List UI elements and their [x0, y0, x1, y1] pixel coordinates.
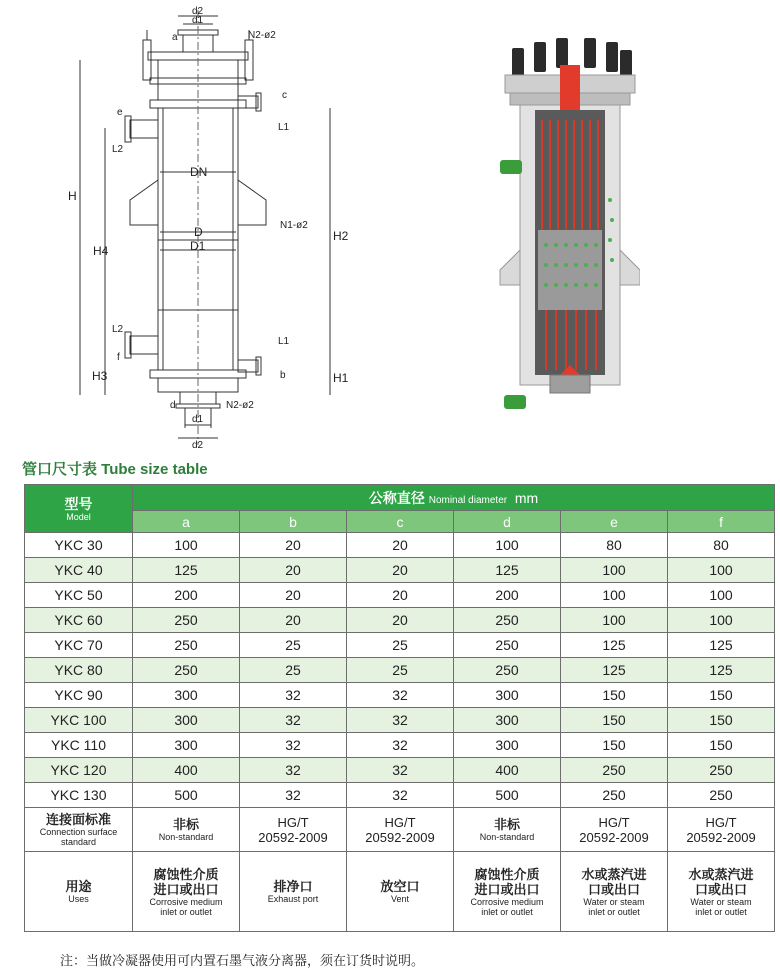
col-header-a: a — [133, 511, 240, 533]
value-cell: 250 — [133, 608, 240, 633]
dim-d1-bot: d1 — [192, 414, 204, 425]
model-cell: YKC 80 — [25, 658, 133, 683]
value-cell: 32 — [240, 683, 347, 708]
dim-a: a — [172, 32, 178, 43]
value-cell: 250 — [561, 758, 668, 783]
model-cell: YKC 30 — [25, 533, 133, 558]
model-cell: YKC 130 — [25, 783, 133, 808]
value-cell: 250 — [668, 758, 775, 783]
value-cell: 32 — [347, 708, 454, 733]
dim-h4: H4 — [93, 244, 109, 258]
model-header: 型号 Model — [25, 485, 133, 533]
model-cell: YKC 100 — [25, 708, 133, 733]
value-cell: 400 — [133, 758, 240, 783]
value-cell: 20 — [240, 608, 347, 633]
value-cell: 25 — [240, 633, 347, 658]
model-cell: YKC 120 — [25, 758, 133, 783]
model-cell: YKC 60 — [25, 608, 133, 633]
dim-d-bot: d — [170, 400, 176, 411]
value-cell: 100 — [454, 533, 561, 558]
dim-f: f — [117, 352, 120, 363]
value-cell: 100 — [561, 583, 668, 608]
dim-d1-top: d1 — [192, 15, 204, 26]
value-cell: 250 — [561, 783, 668, 808]
use-cell: 腐蚀性介质 进口或出口 Corrosive medium inlet or outlet — [454, 852, 561, 932]
model-cell: YKC 110 — [25, 733, 133, 758]
value-cell: 25 — [240, 658, 347, 683]
table-row — [25, 558, 775, 583]
use-row — [25, 852, 775, 932]
dim-dn: DN — [190, 165, 208, 179]
use-cell: 水或蒸汽进 口或出口 Water or steam inlet or outlet — [668, 852, 775, 932]
col-header-d: d — [454, 511, 561, 533]
value-cell: 32 — [347, 758, 454, 783]
value-cell: 200 — [454, 583, 561, 608]
value-cell: 20 — [240, 558, 347, 583]
dim-l1-top: L1 — [278, 122, 290, 133]
value-cell: 125 — [668, 633, 775, 658]
value-cell: 250 — [454, 608, 561, 633]
dim-l2-bot: L2 — [112, 324, 124, 335]
product-render — [490, 20, 640, 420]
standard-cell: HG/T 20592-2009 — [240, 808, 347, 852]
standard-cell: 非标 Non-standard — [133, 808, 240, 852]
table-row — [25, 633, 775, 658]
model-cell: YKC 40 — [25, 558, 133, 583]
value-cell: 100 — [668, 583, 775, 608]
value-cell: 300 — [454, 708, 561, 733]
table-row — [25, 683, 775, 708]
value-cell: 125 — [454, 558, 561, 583]
value-cell: 250 — [454, 633, 561, 658]
value-cell: 250 — [668, 783, 775, 808]
value-cell: 80 — [668, 533, 775, 558]
dim-d1-center: D1 — [190, 239, 206, 253]
value-cell: 250 — [133, 658, 240, 683]
value-cell: 80 — [561, 533, 668, 558]
value-cell: 100 — [668, 558, 775, 583]
table-row — [25, 733, 775, 758]
value-cell: 20 — [240, 583, 347, 608]
value-cell: 300 — [454, 683, 561, 708]
table-row — [25, 608, 775, 633]
dim-h: H — [68, 189, 77, 203]
dim-l2-top: L2 — [112, 144, 124, 155]
model-cell: YKC 90 — [25, 683, 133, 708]
dim-n2-bot: N2-ø2 — [226, 400, 254, 411]
value-cell: 100 — [668, 608, 775, 633]
standard-cell: HG/T 20592-2009 — [347, 808, 454, 852]
value-cell: 20 — [347, 583, 454, 608]
value-cell: 250 — [133, 633, 240, 658]
standard-label: 连接面标准 Connection surface standard — [25, 808, 133, 852]
value-cell: 20 — [347, 533, 454, 558]
value-cell: 300 — [133, 733, 240, 758]
dim-e: e — [117, 107, 123, 118]
value-cell: 300 — [454, 733, 561, 758]
value-cell: 20 — [347, 558, 454, 583]
value-cell: 32 — [347, 683, 454, 708]
table-row — [25, 533, 775, 558]
value-cell: 25 — [347, 658, 454, 683]
value-cell: 100 — [561, 608, 668, 633]
table-row — [25, 758, 775, 783]
value-cell: 25 — [347, 633, 454, 658]
col-header-b: b — [240, 511, 347, 533]
table-row — [25, 783, 775, 808]
dim-n2-top: N2-ø2 — [248, 30, 276, 41]
use-cell: 水或蒸汽进 口或出口 Water or steam inlet or outlet — [561, 852, 668, 932]
use-label: 用途 Uses — [25, 852, 133, 932]
value-cell: 200 — [133, 583, 240, 608]
value-cell: 250 — [454, 658, 561, 683]
value-cell: 32 — [240, 733, 347, 758]
dim-d2-top: d2 — [192, 6, 204, 17]
value-cell: 150 — [668, 733, 775, 758]
value-cell: 125 — [133, 558, 240, 583]
table-row — [25, 708, 775, 733]
dim-l1-bot: L1 — [278, 336, 290, 347]
dim-h1: H1 — [333, 371, 349, 385]
footnote: 注：当做冷凝器使用可内置石墨气液分离器，须在订货时说明。 — [60, 953, 425, 968]
col-header-f: f — [668, 511, 775, 533]
table-row — [25, 583, 775, 608]
col-header-e: e — [561, 511, 668, 533]
dim-d: D — [194, 225, 203, 239]
value-cell: 150 — [668, 708, 775, 733]
value-cell: 20 — [240, 533, 347, 558]
value-cell: 150 — [561, 708, 668, 733]
value-cell: 300 — [133, 708, 240, 733]
value-cell: 100 — [561, 558, 668, 583]
value-cell: 300 — [133, 683, 240, 708]
value-cell: 32 — [347, 783, 454, 808]
value-cell: 32 — [240, 708, 347, 733]
section-title: 管口尺寸表 Tube size table — [22, 461, 208, 478]
value-cell: 32 — [240, 758, 347, 783]
standard-cell: 非标 Non-standard — [454, 808, 561, 852]
dim-h2: H2 — [333, 229, 349, 243]
value-cell: 400 — [454, 758, 561, 783]
model-cell: YKC 50 — [25, 583, 133, 608]
technical-drawing — [0, 0, 380, 455]
value-cell: 150 — [561, 683, 668, 708]
value-cell: 500 — [133, 783, 240, 808]
nominal-diameter-header: 公称直径 Nominal diameter mm — [133, 485, 775, 511]
dim-d2-bot: d2 — [192, 440, 204, 451]
value-cell: 20 — [347, 608, 454, 633]
value-cell: 125 — [668, 658, 775, 683]
use-cell: 放空口 Vent — [347, 852, 454, 932]
standard-cell: HG/T 20592-2009 — [668, 808, 775, 852]
table-row — [25, 658, 775, 683]
model-cell: YKC 70 — [25, 633, 133, 658]
tube-size-table — [24, 484, 775, 932]
standard-cell: HG/T 20592-2009 — [561, 808, 668, 852]
value-cell: 100 — [133, 533, 240, 558]
value-cell: 500 — [454, 783, 561, 808]
dim-h3: H3 — [92, 369, 108, 383]
value-cell: 150 — [561, 733, 668, 758]
standard-row — [25, 808, 775, 852]
value-cell: 32 — [240, 783, 347, 808]
value-cell: 125 — [561, 633, 668, 658]
dim-c: c — [282, 90, 287, 101]
use-cell: 排净口 Exhaust port — [240, 852, 347, 932]
value-cell: 32 — [347, 733, 454, 758]
dim-b: b — [280, 370, 286, 381]
col-header-c: c — [347, 511, 454, 533]
use-cell: 腐蚀性介质 进口或出口 Corrosive medium inlet or outlet — [133, 852, 240, 932]
value-cell: 125 — [561, 658, 668, 683]
dim-n1: N1-ø2 — [280, 220, 308, 231]
value-cell: 150 — [668, 683, 775, 708]
